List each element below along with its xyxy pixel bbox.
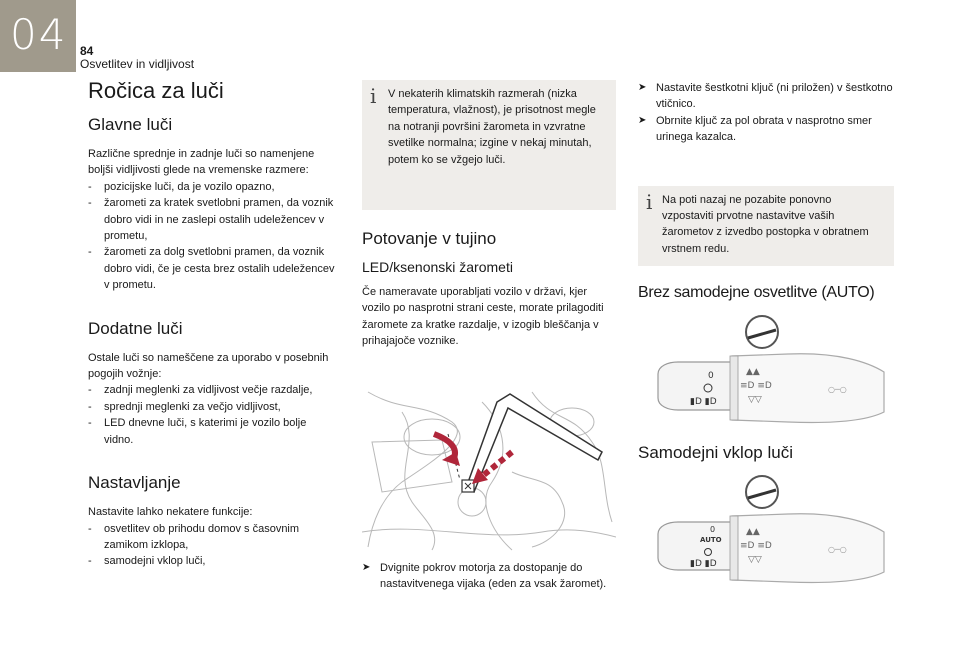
lever-zero-label: 0 bbox=[708, 370, 714, 381]
led-text: Če nameravate uporabljati vozilo v državi, kjer vozilo po nasprotni strani ceste, morate prilagoditi žaromete za kratke razdalje, v izogib bleščanja v prihajajoče voznike. bbox=[362, 286, 604, 348]
info-text: V nekaterih klimatskih razmerah (nizka temperatura, vlažnost), je prisotnost megle na notranji površini žarometa in vzvratne svetilke normalna; izgine v nekaj minutah, potem ko se vžgejo luči. bbox=[388, 88, 596, 166]
page-number: 84 bbox=[80, 44, 94, 58]
step-text: Nastavite šestkotni ključ (ni priložen) v šestkotno vtičnico. bbox=[656, 82, 893, 111]
list-item: - sprednji meglenki za večjo vidljivost, bbox=[88, 399, 338, 415]
list-item: - osvetlitev ob prihodu domov s časovnim zamikom izklopa, bbox=[88, 521, 338, 554]
info-icon: i bbox=[370, 84, 377, 108]
glavne-intro: Različne sprednje in zadnje luči so namenjene boljši vidljivosti glede na vremenske razmere: bbox=[88, 148, 315, 177]
section-title: Osvetlitev in vidljivost bbox=[80, 57, 195, 71]
column-left bbox=[88, 78, 338, 570]
lever-zero-label: 0 bbox=[710, 524, 716, 534]
svg-text:▮D ▮D: ▮D ▮D bbox=[690, 558, 717, 569]
svg-text:▲▲: ▲▲ bbox=[746, 526, 760, 537]
step-turn-key bbox=[638, 113, 894, 146]
lever-illustration-auto bbox=[638, 472, 894, 592]
list-item: - LED dnevne luči, s katerimi je vozilo bolje vidno. bbox=[88, 415, 338, 448]
svg-text:▽▽: ▽▽ bbox=[748, 554, 762, 565]
nastavljanje-intro: Nastavite lahko nekatere funkcije: bbox=[88, 506, 253, 519]
arrow-icon: ➤ bbox=[362, 561, 371, 573]
heading-auto: Brez samodejne osvetlitve (AUTO) bbox=[638, 283, 875, 301]
column-right bbox=[638, 80, 894, 592]
arrow-icon: ➤ bbox=[638, 114, 647, 126]
svg-text:▽▽: ▽▽ bbox=[748, 394, 762, 405]
svg-text:○─○: ○─○ bbox=[828, 544, 847, 554]
steering-wheel-icon bbox=[746, 476, 778, 508]
svg-text:≡D ≡D: ≡D ≡D bbox=[740, 380, 772, 391]
list-item: - žarometi za dolg svetlobni pramen, da voznik dobro vidi, če je cesta brez ostalih udeležencev v prometu. bbox=[88, 244, 338, 293]
list-item: - žarometi za kratek svetlobni pramen, da voznik dobro vidi in ne zaslepi ostalih udeležencev v prometu, bbox=[88, 195, 338, 244]
svg-text:○─○: ○─○ bbox=[828, 384, 847, 394]
step-open-bonnet bbox=[362, 560, 616, 593]
dodatne-intro: Ostale luči so nameščene za uporabo v posebnih pogojih vožnje: bbox=[88, 351, 329, 381]
chapter-number: 04 bbox=[10, 10, 68, 59]
heading-nastavljanje: Nastavljanje bbox=[88, 473, 181, 493]
heading-samodejni: Samodejni vklop luči bbox=[638, 442, 793, 462]
step-insert-key bbox=[638, 80, 894, 113]
step-text: Dvignite pokrov motorja za dostopanje do nastavitvenega vijaka (eden za vsak žaromet). bbox=[380, 561, 607, 591]
glavne-list bbox=[88, 179, 338, 294]
lever-illustration-no-auto bbox=[638, 312, 894, 432]
svg-text:▲▲: ▲▲ bbox=[746, 366, 760, 377]
steering-wheel-icon bbox=[746, 316, 778, 348]
info-box-return bbox=[638, 186, 894, 266]
step-text: Obrnite ključ za pol obrata v nasprotno smer urinega kazalca. bbox=[656, 114, 872, 144]
svg-text:≡D ≡D: ≡D ≡D bbox=[740, 540, 772, 551]
column-middle bbox=[362, 80, 616, 592]
heading-dodatne-luci: Dodatne luči bbox=[88, 318, 183, 338]
page-title: Ročica za luči bbox=[88, 78, 224, 103]
info-box-fog bbox=[362, 80, 616, 210]
heading-potovanje: Potovanje v tujino bbox=[362, 229, 497, 248]
list-item: - zadnji meglenki za vidljivost večje razdalje, bbox=[88, 382, 338, 398]
lever-auto-label: AUTO bbox=[700, 535, 722, 544]
svg-text:▮D ▮D: ▮D ▮D bbox=[690, 396, 717, 407]
arrow-icon: ➤ bbox=[638, 82, 647, 93]
info-text: Na poti nazaj ne pozabite ponovno vzpostaviti prvotne nastavitve vaših žarometov z izvedbo postopka v obratnem vrstnem redu. bbox=[662, 193, 869, 255]
list-item: - samodejni vklop luči, bbox=[88, 553, 338, 569]
heading-glavne-luci: Glavne luči bbox=[88, 115, 173, 134]
chapter-tab bbox=[0, 0, 76, 72]
nastavljanje-list bbox=[88, 521, 338, 570]
list-item: - pozicijske luči, da je vozilo opazno, bbox=[88, 179, 338, 195]
dodatne-list bbox=[88, 382, 338, 448]
heading-led: LED/ksenonski žarometi bbox=[362, 259, 513, 275]
info-icon: i bbox=[646, 189, 653, 214]
headlamp-adjust-illustration bbox=[362, 382, 616, 552]
